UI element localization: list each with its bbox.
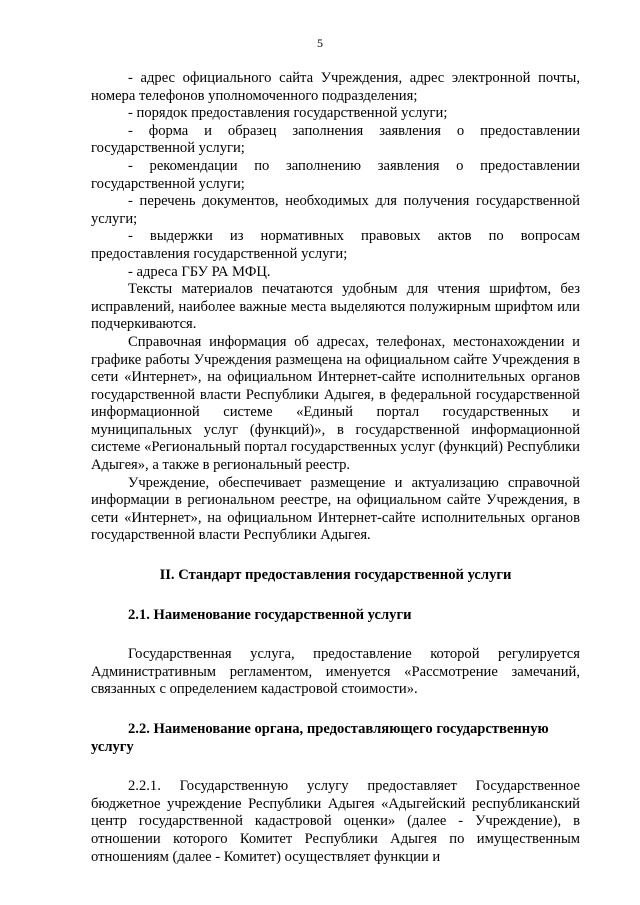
list-item: - выдержки из нормативных правовых актов по вопросам предоставления государственной услуги; [91, 228, 580, 262]
list-item: - адрес официального сайта Учреждения, адрес электронной почты, номера телефонов уполномоченного подразделения; [91, 70, 580, 104]
list-item: - порядок предоставления государственной услуги; [128, 105, 448, 122]
subsection-heading: 2.2. Наименование органа, предоставляющего государственную услугу [91, 721, 549, 755]
list-item: - форма и образец заполнения заявления о предоставлении государственной услуги; [91, 122, 580, 157]
subsection-heading: 2.1. Наименование государственной услуги [128, 606, 412, 623]
list-item: - рекомендации по заполнению заявления о предоставлении государственной услуги; [91, 157, 580, 192]
list-item: - перечень документов, необходимых для получения государственной услуги; [91, 193, 580, 227]
section-title: II. Стандарт предоставления государственной услуги [159, 567, 512, 584]
paragraph: Государственная услуга, предоставление которой регулируется Административным регламентом, именуется «Рассмотрение замечаний, связанных с определением кадастровой стоимости». [91, 646, 580, 698]
document-body [91, 70, 580, 866]
paragraph: Справочная информация об адресах, телефонах, местонахождении и графике работы Учреждения размещена на официальном сайте Учреждения в сети «Интернет», на официальном Интернет-сайте исполнительных органов государственной власти Республики Адыгея, в федеральной государственной информационной системе «Единый портал государственных и муниципальных услуг (функций)», в государственной информационной системе «Региональный портал государственных услуг (функций) Республики Адыгея», а также в региональный реестр. [91, 333, 580, 474]
paragraph: Тексты материалов печатаются удобным для чтения шрифтом, без исправлений, наиболее важные места выделяются полужирным шрифтом или подчеркиваются. [91, 281, 580, 333]
list-item: - адреса ГБУ РА МФЦ. [128, 263, 271, 280]
page-number: 5 [317, 36, 323, 50]
paragraph: 2.2.1. Государственную услугу предоставляет Государственное бюджетное учреждение Республики Адыгея «Адыгейский республиканский центр государственной кадастровой оценки» (далее - Учреждение), в отношении которого Комитет Республики Адыгея по имущественным отношениям (далее - Комитет) осуществляет функции и [91, 778, 580, 865]
paragraph: Учреждение, обеспечивает размещение и актуализацию справочной информации в региональном реестре, на официальном сайте Учреждения, в сети «Интернет», на официальном Интернет-сайте исполнительных органов государственной власти Республики Адыгея. [91, 474, 580, 544]
